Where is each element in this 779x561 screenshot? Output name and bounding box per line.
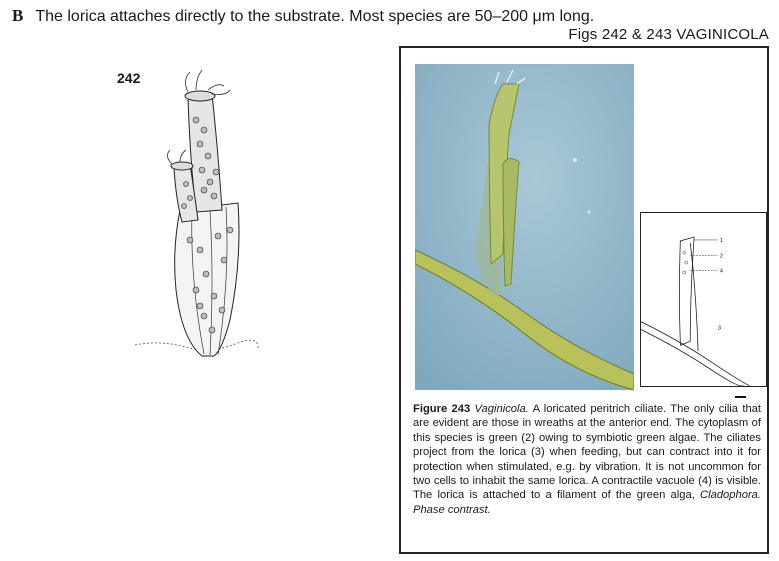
section-heading <box>12 6 772 26</box>
key-label-3: 3 <box>717 325 722 332</box>
figure-242-label: 242 <box>117 70 141 86</box>
figures-title: Figs 242 & 243 VAGINICOLA <box>568 26 769 43</box>
figure-243-caption <box>413 402 761 517</box>
figure-242-drawing <box>130 60 260 370</box>
section-text: The lorica attaches directly to the substrate. Most species are 50–200 μm long. <box>35 8 595 25</box>
figure-243-panel <box>399 46 769 554</box>
key-label-4: 4 <box>719 268 724 275</box>
caption-genus: Vaginicola. <box>474 403 529 415</box>
caption-body: A loricated peritrich ciliate. The only cilia that are evident are those in wreaths at the anterior end. The cytoplasm of this species is green (2) owing to symbiotic green algae. The ciliates project from the lorica (3) when feeding, but can contract into it for protection when stimulated, e.g. by vibration. It is not uncommon for two cells to inhabit the same lorica. A contractile vacuole (4) is visible. The lorica is attached to a filament of the green alga, <box>413 403 762 502</box>
scale-bar <box>735 396 746 398</box>
key-label-1: 1 <box>719 237 724 244</box>
caption-alga-name: Cladophora. <box>700 489 761 502</box>
key-label-2: 2 <box>719 253 724 260</box>
caption-phase-contrast: Phase contrast. <box>413 503 491 516</box>
figure-243-micrograph <box>415 64 634 390</box>
caption-figure-label: Figure 243 <box>413 403 471 415</box>
section-letter: B <box>12 6 24 25</box>
figure-243-key-diagram <box>640 212 767 387</box>
